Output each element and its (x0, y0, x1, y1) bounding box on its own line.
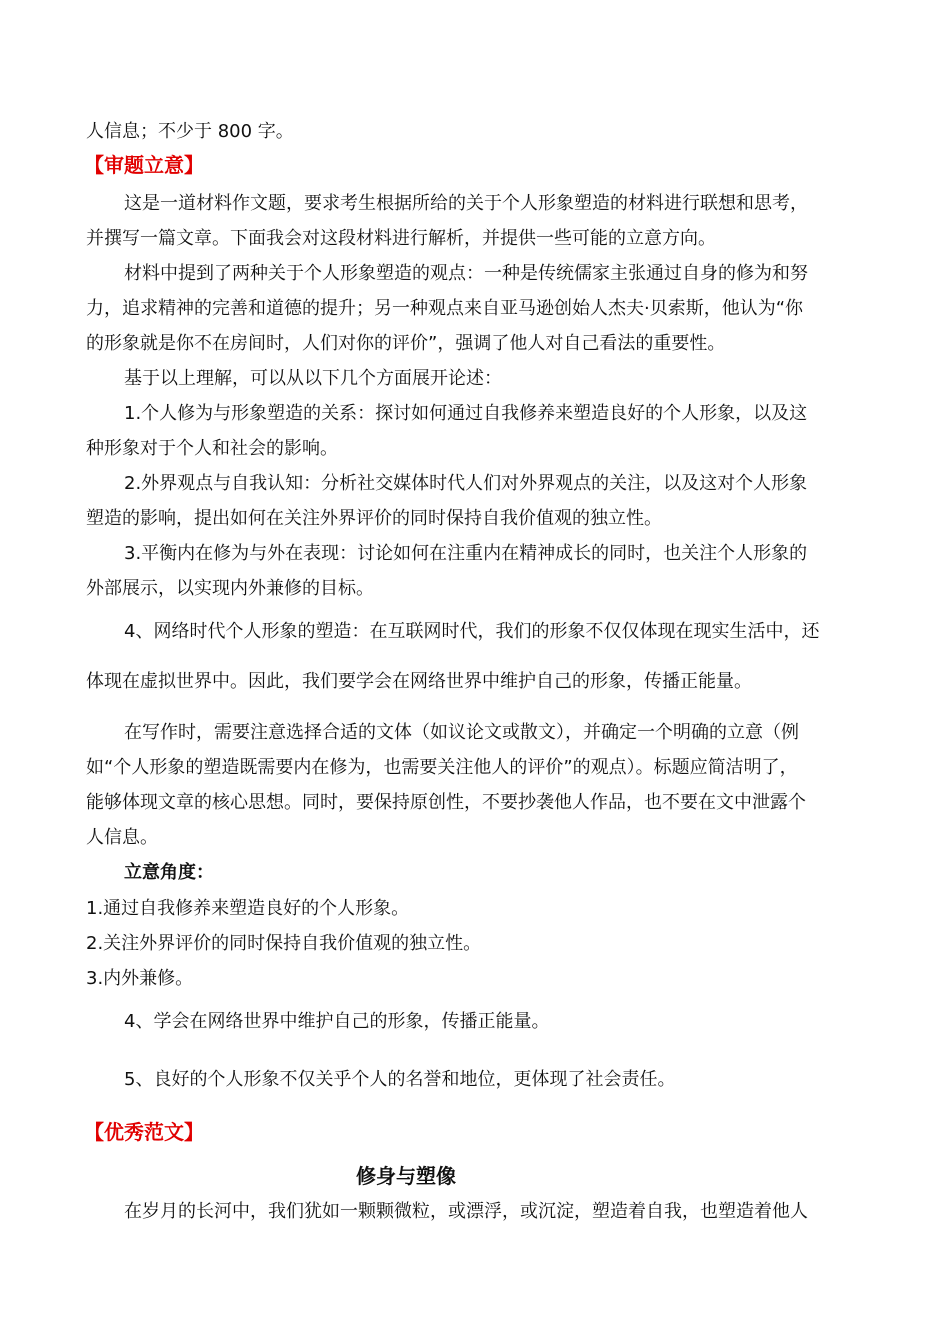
paragraph-line: 人信息。 (86, 827, 158, 848)
paragraph-line: 这是一道材料作文题，要求考生根据所给的关于个人形象塑造的材料进行联想和思考， (124, 193, 808, 214)
angle-item: 4、学会在网络世界中维护自己的形象，传播正能量。 (124, 1011, 550, 1032)
list-item: 4、网络时代个人形象的塑造：在互联网时代，我们的形象不仅仅体现在现实生活中，还 (124, 621, 820, 642)
subheading-angles: 立意角度： (124, 862, 214, 883)
section-heading-fanwen: 【优秀范文】 (84, 1120, 204, 1144)
list-item: 1.个人修为与形象塑造的关系：探讨如何通过自我修养来塑造良好的个人形象，以及这 (124, 403, 808, 424)
angle-item: 1.通过自我修养来塑造良好的个人形象。 (86, 898, 410, 919)
section-heading-shenti: 【审题立意】 (84, 153, 204, 177)
list-item-continued: 体现在虚拟世界中。因此，我们要学会在网络世界中维护自己的形象，传播正能量。 (86, 671, 752, 692)
list-item-continued: 外部展示，以实现内外兼修的目标。 (86, 578, 374, 599)
paragraph-line: 如“个人形象的塑造既需要内在修为，也需要关注他人的评价”的观点）。标题应简洁明了， (86, 757, 798, 778)
paragraph-line: 人信息；不少于 800 字。 (86, 121, 294, 142)
paragraph-line: 在写作时，需要注意选择合适的文体（如议论文或散文），并确定一个明确的立意（例 (124, 722, 799, 743)
paragraph-line: 并撰写一篇文章。下面我会对这段材料进行解析，并提供一些可能的立意方向。 (86, 228, 716, 249)
list-item-continued: 种形象对于个人和社会的影响。 (86, 438, 338, 459)
paragraph-line: 力，追求精神的完善和道德的提升；另一种观点来自亚马逊创始人杰夫·贝索斯，他认为“你 (86, 298, 804, 319)
angle-item: 2.关注外界评价的同时保持自我价值观的独立性。 (86, 933, 482, 954)
paragraph-line: 材料中提到了两种关于个人形象塑造的观点：一种是传统儒家主张通过自身的修为和努 (124, 263, 808, 284)
angle-item: 3.内外兼修。 (86, 968, 194, 989)
list-item: 2.外界观点与自我认知：分析社交媒体时代人们对外界观点的关注，以及这对个人形象 (124, 473, 808, 494)
paragraph-line: 基于以上理解，可以从以下几个方面展开论述： (124, 368, 502, 389)
list-item: 3.平衡内在修为与外在表现：讨论如何在注重内在精神成长的同时，也关注个人形象的 (124, 543, 808, 564)
paragraph-line: 的形象就是你不在房间时，人们对你的评价”，强调了他人对自己看法的重要性。 (86, 333, 726, 354)
paragraph-line: 在岁月的长河中，我们犹如一颗颗微粒，或漂浮，或沉淀，塑造着自我，也塑造着他人 (124, 1201, 808, 1222)
angle-item: 5、良好的个人形象不仅关乎个人的名誉和地位，更体现了社会责任。 (124, 1069, 676, 1090)
essay-title: 修身与塑像 (356, 1164, 456, 1188)
list-item-continued: 塑造的影响，提出如何在关注外界评价的同时保持自我价值观的独立性。 (86, 508, 662, 529)
paragraph-line: 能够体现文章的核心思想。同时，要保持原创性，不要抄袭他人作品，也不要在文中泄露个 (86, 792, 806, 813)
